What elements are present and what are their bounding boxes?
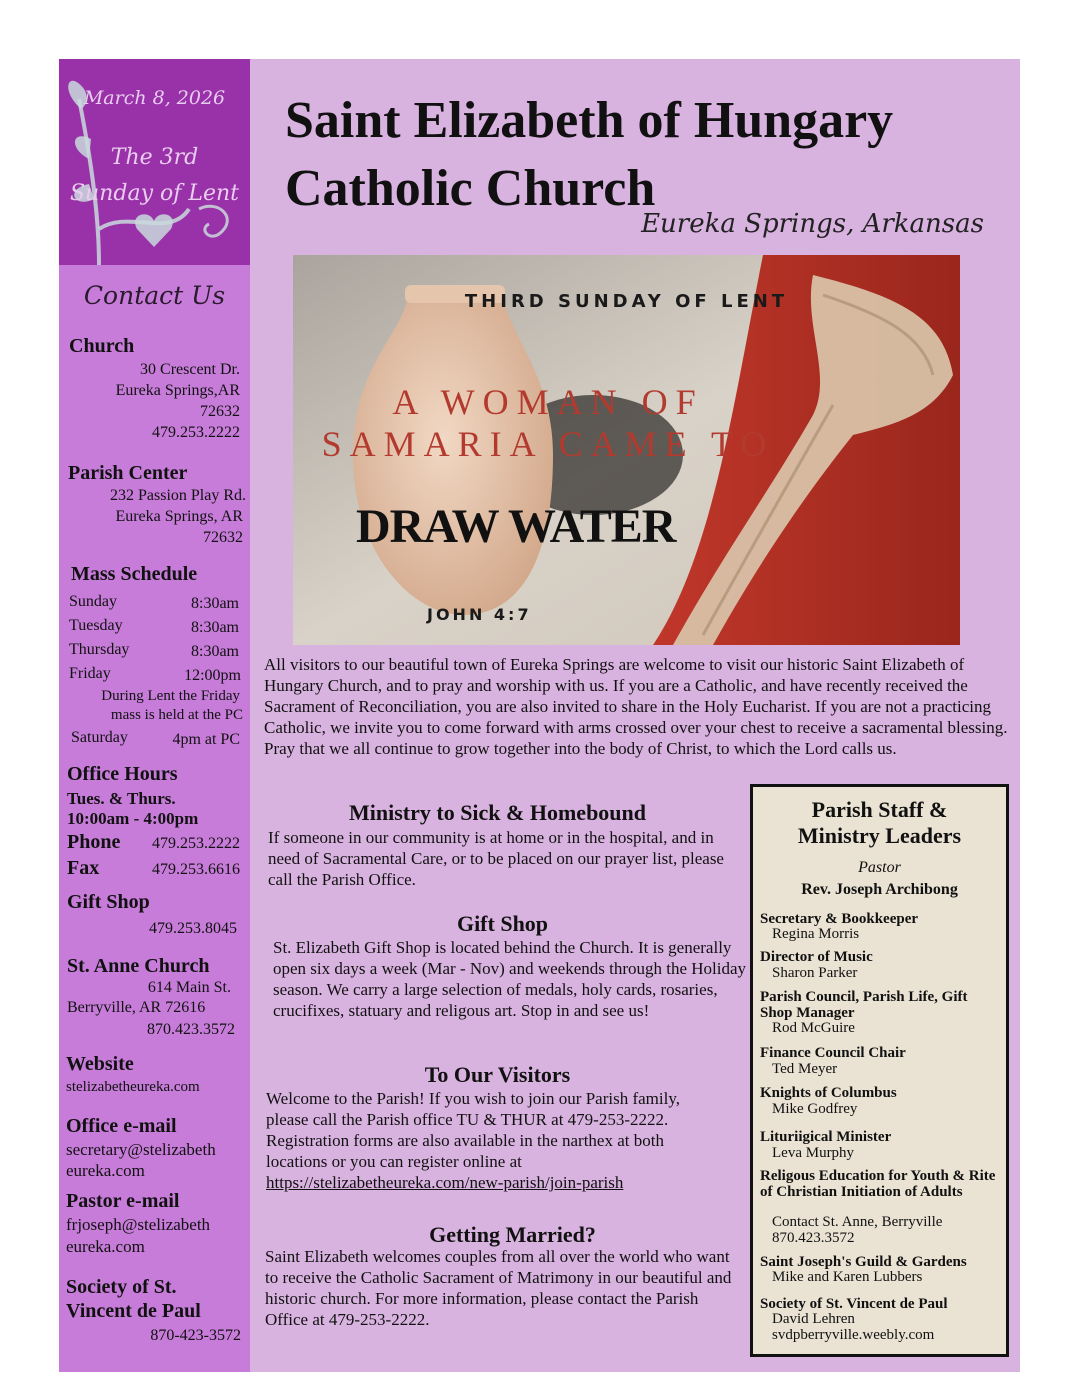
staff-role: Lituriigical Minister	[760, 1129, 892, 1145]
st-anne-heading: St. Anne Church	[67, 955, 210, 977]
mass-day: Tuesday	[69, 617, 123, 634]
mass-day: Thursday	[69, 641, 130, 658]
hero-heading: THIRD SUNDAY OF LENT	[464, 291, 789, 312]
church-phone: 479.253.2222	[152, 424, 240, 441]
office-time: 10:00am - 4:00pm	[67, 809, 199, 828]
mass-day: Sunday	[69, 593, 117, 610]
visitors-heading: To Our Visitors	[424, 1062, 571, 1087]
pastor-email-heading: Pastor e-mail	[66, 1190, 180, 1212]
sick-ministry-body: If someone in our community is at home or in the hospital, and in need of Sacramental Care, or to be placed on our prayer list, please call the Parish Office.	[268, 828, 724, 889]
staff-title	[753, 797, 1006, 849]
parish-center-heading: Parish Center	[68, 462, 188, 484]
sidebar	[59, 59, 250, 1372]
mass-time: 8:30am	[191, 619, 239, 636]
staff-name: Mike Godfrey	[772, 1101, 858, 1117]
liturgical-title-line2: Sunday of Lent	[69, 181, 240, 206]
mass-time: 8:30am	[191, 595, 239, 612]
visitors-body: Welcome to the Parish! If you wish to join our Parish family, please call the Parish office TU & THUR at 479-253-2222. Registration forms are also available in the narthex at both locations or you can register online at	[266, 1089, 680, 1171]
church-title	[285, 87, 1005, 223]
staff-name: Rod McGuire	[772, 1020, 855, 1036]
staff-name: Mike and Karen Lubbers	[772, 1269, 923, 1285]
church-address1: 30 Crescent Dr.	[140, 361, 240, 378]
office-email-heading: Office e-mail	[66, 1115, 177, 1137]
hero-line2: SAMARIA CAME TO	[321, 424, 775, 464]
parish-center-address1: 232 Passion Play Rd.	[109, 487, 246, 504]
church-address2: Eureka Springs,AR	[115, 382, 240, 399]
staff-name: Leva Murphy	[772, 1145, 855, 1161]
staff-name: Sharon Parker	[772, 965, 858, 981]
staff-name: Ted Meyer	[772, 1061, 838, 1077]
office-phone: 479.253.2222	[152, 835, 240, 852]
mass-time: 8:30am	[191, 643, 239, 660]
phone-label: Phone	[67, 831, 121, 853]
office-email-line2[interactable]: eureka.com	[66, 1161, 145, 1180]
bulletin-date: March 8, 2026	[83, 87, 226, 109]
website-link[interactable]: stelizabetheureka.com	[66, 1079, 200, 1095]
hero-scripture-reference: JOHN 4:7	[427, 605, 532, 624]
parish-staff-box	[750, 784, 1009, 1357]
pastor-label: Pastor	[858, 859, 901, 876]
office-hours-heading: Office Hours	[67, 763, 178, 785]
svdp-phone: 870-423-3572	[150, 1327, 241, 1344]
staff-contact[interactable]: svdpberryville.weebly.com	[772, 1327, 935, 1343]
pastor-email-line1[interactable]: frjoseph@stelizabeth	[66, 1215, 211, 1234]
staff-role: Secretary & Bookkeeper	[760, 911, 919, 927]
hero-big-text: DRAW WATER	[356, 500, 676, 553]
staff-role: Parish Council, Parish Life, Gift Shop Manager	[760, 989, 968, 1021]
sick-ministry-heading: Ministry to Sick & Homebound	[348, 800, 647, 825]
staff-role: Knights of Columbus	[760, 1085, 897, 1101]
married-heading: Getting Married?	[429, 1222, 596, 1247]
church-location: Eureka Springs, Arkansas	[641, 209, 984, 239]
bulletin-page	[59, 59, 1020, 1372]
staff-role: Religous Education for Youth & Rite of Christian Initiation of Adults	[760, 1168, 996, 1200]
staff-contact: 870.423.3572	[772, 1230, 855, 1246]
mass-time: 12:00pm	[184, 667, 241, 684]
svdp-heading-line2: Vincent de Paul	[66, 1300, 201, 1322]
pastor-email-line2[interactable]: eureka.com	[66, 1237, 145, 1256]
gift-shop-heading: Gift Shop	[67, 891, 150, 913]
st-anne-phone: 870.423.3572	[147, 1021, 235, 1038]
parish-center-zip: 72632	[203, 529, 243, 546]
staff-name: David Lehren	[772, 1311, 855, 1327]
church-heading: Church	[69, 335, 135, 357]
staff-role: Society of St. Vincent de Paul	[760, 1296, 948, 1312]
website-heading: Website	[66, 1053, 134, 1075]
pastor-name: Rev. Joseph Archibong	[801, 881, 958, 898]
mass-day: Saturday	[71, 729, 128, 746]
mass-day: Friday	[69, 665, 111, 682]
lent-note-line1: During Lent the Friday	[101, 688, 240, 704]
hero-image	[293, 255, 960, 645]
main-content	[250, 59, 1020, 1372]
office-fax: 479.253.6616	[152, 861, 240, 878]
join-parish-link[interactable]: https://stelizabetheureka.com/new-parish/join-parish	[266, 1173, 624, 1192]
office-email-line1[interactable]: secretary@stelizabeth	[66, 1140, 216, 1159]
gift-shop-phone: 479.253.8045	[149, 920, 237, 937]
church-title-line1: Saint Elizabeth of Hungary	[285, 92, 894, 149]
staff-title-line1: Parish Staff &	[811, 797, 948, 822]
staff-name: Regina Morris	[772, 926, 860, 942]
liturgical-title-line1: The 3rd	[110, 145, 199, 170]
staff-role: Director of Music	[760, 949, 873, 965]
staff-title-line2: Ministry Leaders	[797, 823, 962, 848]
church-zip: 72632	[200, 403, 240, 420]
welcome-paragraph: All visitors to our beautiful town of Eureka Springs are welcome to visit our historic Saint Elizabeth of Hungary Church, and to pray and worship with us. If you are a Catholic, and have recently received the Sacrament of Reconciliation, you are also invited to share in the Holy Eucharist. If you are not a practicing Catholic, we invite you to come forward with arms crossed over your chest to receive a sacramental blessing. Pray that we all continue to grow together into the body of Christ, to which the Lord calls us.	[264, 655, 1008, 758]
st-anne-address1: 614 Main St.	[147, 979, 231, 996]
church-title-line2: Catholic Church	[285, 160, 656, 217]
sidebar-header	[59, 59, 250, 265]
gift-shop-section-body: St. Elizabeth Gift Shop is located behind the Church. It is generally open six days a week (Mar - Nov) and weekends through the Holiday season. We carry a large selection of medals, holy cards, rosaries, crucifixes, statuary and religous art. Stop in and see us!	[273, 938, 747, 1020]
svdp-heading-line1: Society of St.	[66, 1276, 177, 1298]
gift-shop-section-heading: Gift Shop	[456, 911, 549, 936]
staff-role: Finance Council Chair	[760, 1045, 906, 1061]
fax-label: Fax	[67, 857, 100, 879]
contact-title: Contact Us	[83, 281, 226, 310]
mass-time: 4pm at PC	[172, 731, 240, 748]
parish-center-address2: Eureka Springs, AR	[115, 508, 243, 525]
mass-schedule-heading: Mass Schedule	[71, 563, 198, 585]
married-body: Saint Elizabeth welcomes couples from all over the world who want to receive the Catholic Sacrament of Matrimony in our beautiful and historic church. For more information, please contact the Parish Office at 479-253-2222.	[265, 1247, 732, 1329]
st-anne-address2: Berryville, AR 72616	[67, 999, 206, 1016]
staff-role: Saint Joseph's Guild & Gardens	[760, 1254, 967, 1270]
office-days: Tues. & Thurs.	[67, 789, 176, 808]
lent-note-line2: mass is held at the PC	[110, 707, 243, 723]
visitors-section	[266, 1088, 721, 1193]
hero-line1: A WOMAN OF	[392, 382, 704, 422]
staff-name: Contact St. Anne, Berryville	[772, 1214, 943, 1230]
